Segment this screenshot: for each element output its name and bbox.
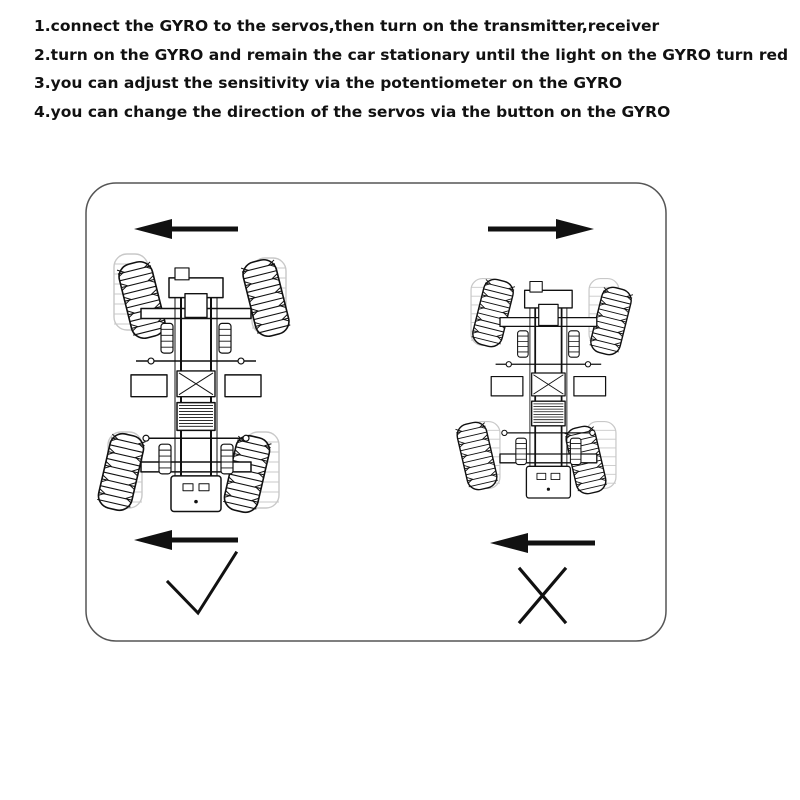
checkmark-icon — [168, 553, 236, 613]
top-left-arrow — [134, 219, 238, 239]
bottom-left-arrow-left-panel — [134, 530, 238, 550]
instruction-step-2: 2.turn on the GYRO and remain the car stationary until the light on the GYRO turn red — [34, 45, 789, 64]
diagram-frame — [86, 183, 666, 641]
instruction-step-4: 4.you can change the direction of the servos via the button on the GYRO — [34, 102, 671, 121]
instruction-step-1: 1.connect the GYRO to the servos,then turn on the transmitter,receiver — [34, 17, 660, 35]
top-right-arrow — [488, 219, 594, 239]
rc-car-incorrect-icon — [455, 277, 634, 498]
instruction-step-3: 3.you can adjust the sensitivity via the potentiometer on the GYRO — [34, 74, 623, 92]
cross-icon — [520, 569, 565, 622]
rc-car-correct-icon — [96, 254, 292, 515]
bottom-left-arrow-right-panel — [490, 533, 595, 553]
